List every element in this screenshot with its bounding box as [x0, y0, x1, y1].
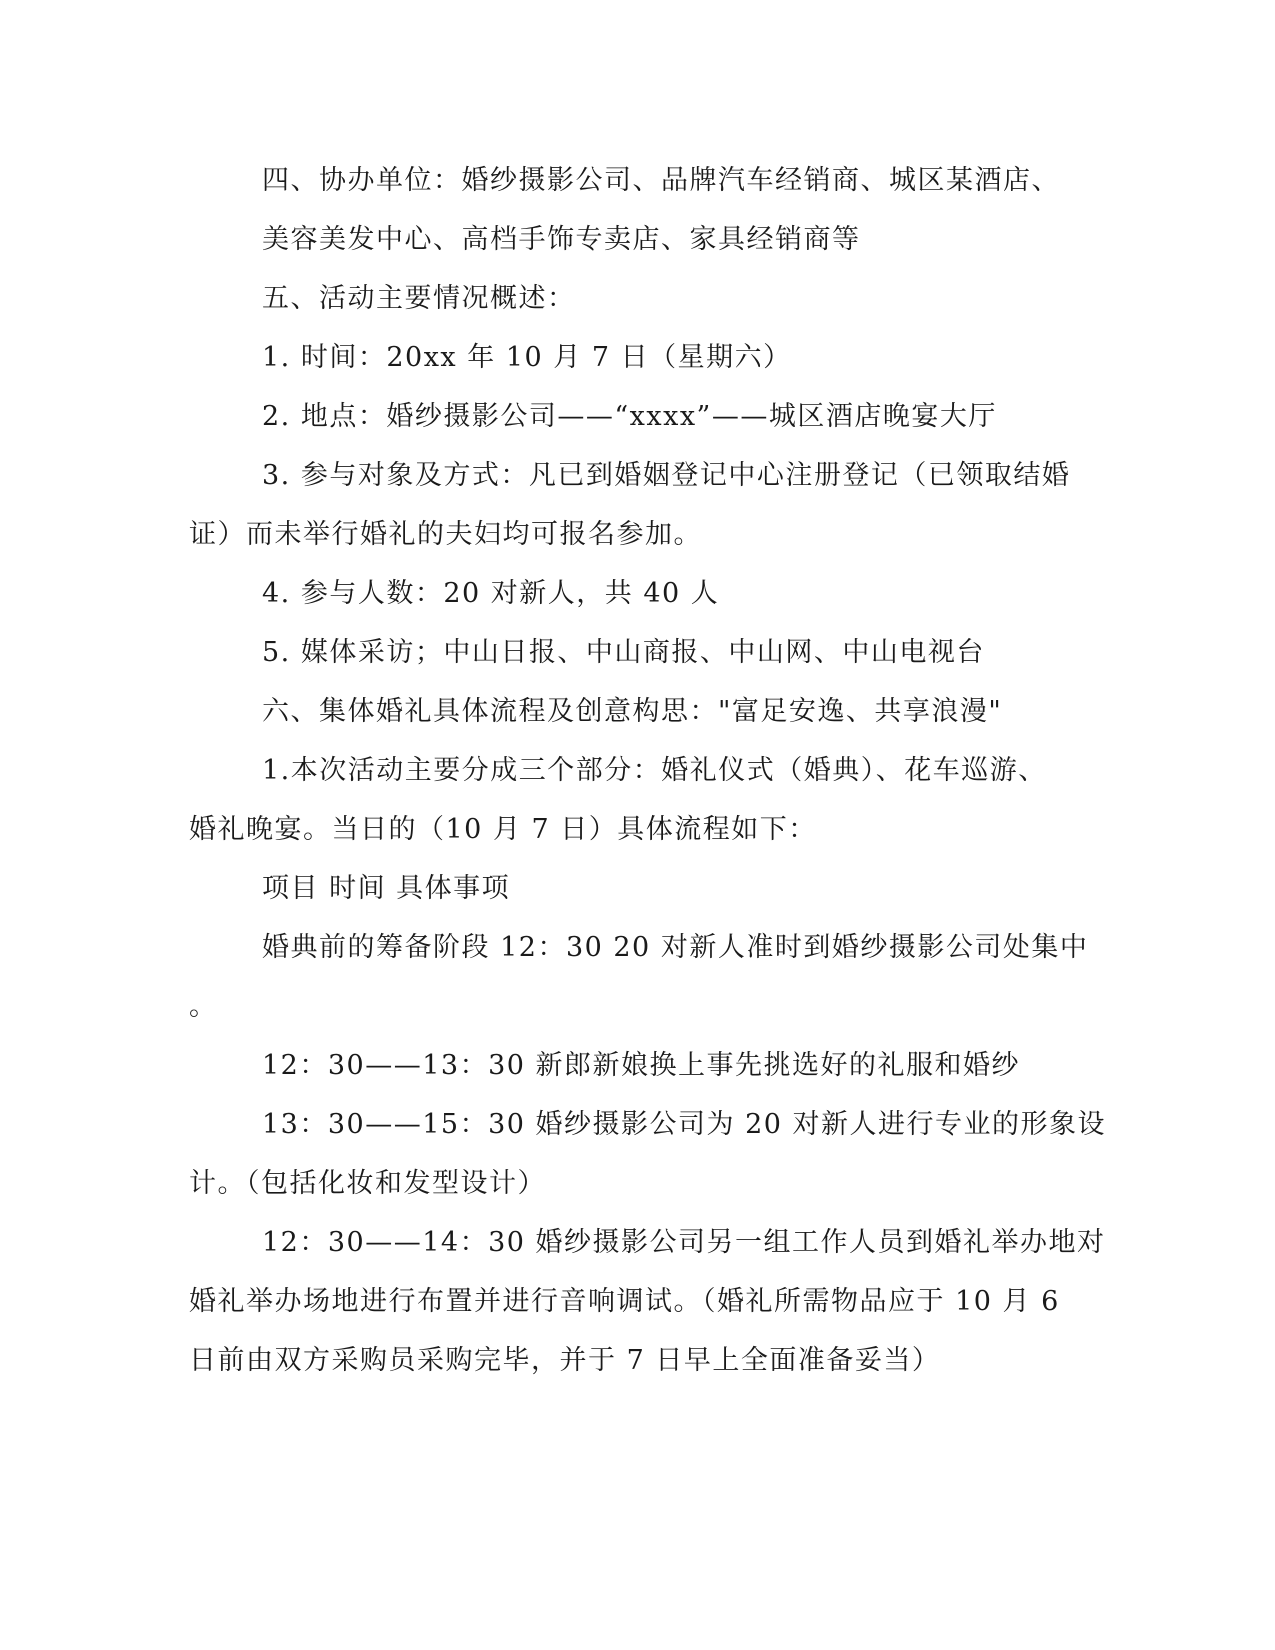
text-line: 12：30——14：30 婚纱摄影公司另一组工作人员到婚礼举办地对: [262, 1227, 1106, 1258]
text-line: 婚典前的筹备阶段 12：30 20 对新人准时到婚纱摄影公司处集中: [262, 932, 1089, 963]
text-line: 13：30——15：30 婚纱摄影公司为 20 对新人进行专业的形象设: [262, 1109, 1107, 1140]
text-line: 四、协办单位：婚纱摄影公司、品牌汽车经销商、城区某酒店、: [262, 165, 1060, 196]
text-line: 五、活动主要情况概述：: [262, 283, 576, 314]
text-line: 12：30——13：30 新郎新娘换上事先挑选好的礼服和婚纱: [262, 1050, 1021, 1081]
text-line: 婚礼举办场地进行布置并进行音响调试。（婚礼所需物品应于 10 月 6: [189, 1286, 1060, 1317]
text-line: 。: [189, 991, 218, 1022]
text-line: 5. 媒体采访；中山日报、中山商报、中山网、中山电视台: [262, 637, 985, 668]
text-line: 1.本次活动主要分成三个部分：婚礼仪式（婚典）、花车巡游、: [262, 755, 1047, 786]
text-line: 2. 地点：婚纱摄影公司——“xxxx”——城区酒店晚宴大厅: [262, 401, 997, 432]
text-line: 4. 参与人数：20 对新人，共 40 人: [262, 578, 720, 609]
text-line: 婚礼晚宴。当日的（10 月 7 日）具体流程如下：: [189, 814, 817, 845]
text-line: 计。（包括化妆和发型设计）: [189, 1168, 546, 1199]
text-line: 3. 参与对象及方式：凡已到婚姻登记中心注册登记（已领取结婚: [262, 460, 1071, 491]
text-line: 项目 时间 具体事项: [262, 873, 511, 904]
text-line: 证）而未举行婚礼的夫妇均可报名参加。: [189, 519, 702, 550]
text-line: 1. 时间：20xx 年 10 月 7 日（星期六）: [262, 342, 792, 373]
text-line: 日前由双方采购员采购完毕，并于 7 日早上全面准备妥当）: [189, 1345, 941, 1376]
text-line: 六、集体婚礼具体流程及创意构思："富足安逸、共享浪漫": [262, 696, 1003, 727]
text-line: 美容美发中心、高档手饰专卖店、家具经销商等: [262, 224, 861, 255]
